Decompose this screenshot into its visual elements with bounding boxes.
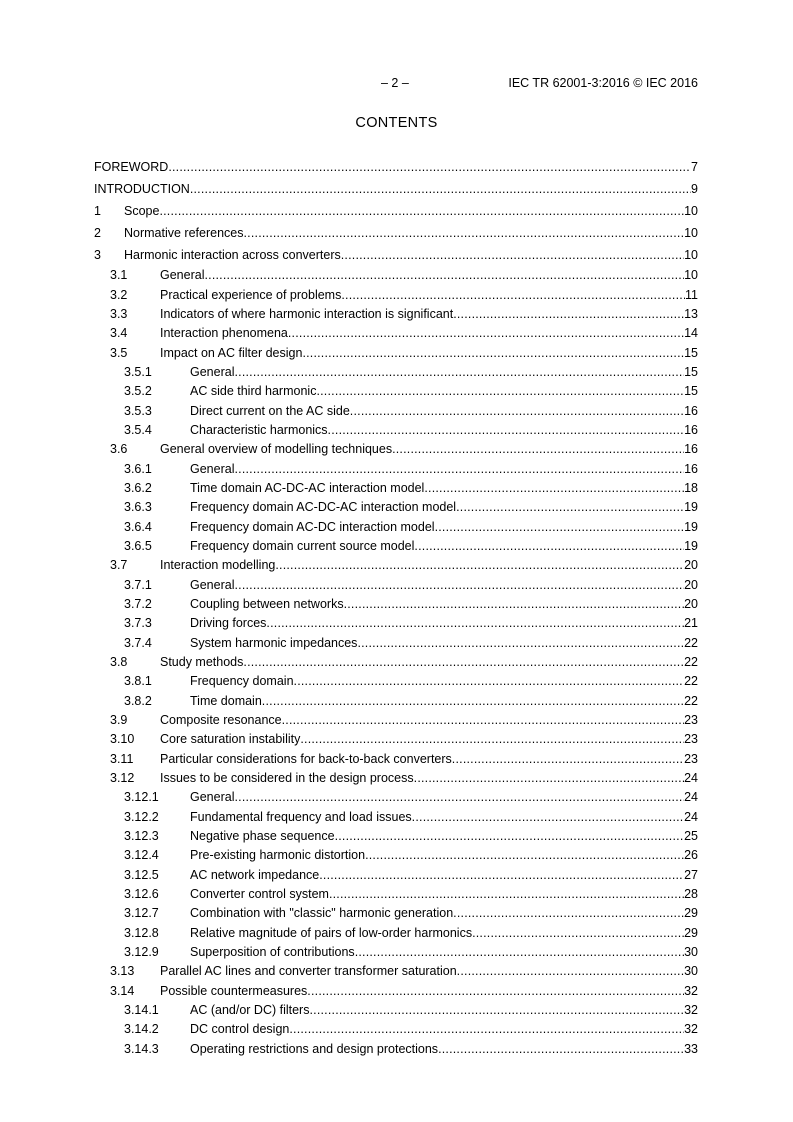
dot-leader xyxy=(412,808,684,827)
toc-entry[interactable] xyxy=(94,305,698,324)
toc-entry-number: 3.5.3 xyxy=(124,403,152,418)
toc-entry-line xyxy=(190,788,698,807)
toc-entry-page: 33 xyxy=(684,1041,698,1056)
toc-entry[interactable] xyxy=(94,223,698,245)
dot-leader xyxy=(335,827,685,846)
toc-entry[interactable] xyxy=(94,402,698,421)
toc-entry-number: 3.9 xyxy=(110,713,128,727)
toc-entry-title: Fundamental frequency and load issues xyxy=(190,809,412,824)
toc-entry-title: Pre-existing harmonic distortion xyxy=(190,848,366,863)
toc-entry-page: 22 xyxy=(684,655,698,670)
dot-leader xyxy=(244,223,685,245)
dot-leader xyxy=(190,179,691,201)
toc-entry[interactable] xyxy=(94,421,698,440)
dot-leader xyxy=(438,1040,684,1059)
toc-entry-page: 16 xyxy=(684,423,698,438)
dot-leader xyxy=(472,924,684,943)
toc-entry-title: General xyxy=(190,461,235,476)
toc-entry-number: 3.12.5 xyxy=(124,867,159,882)
toc-entry-page: 22 xyxy=(684,693,698,708)
toc-entry-title: Combination with "classic" harmonic generation xyxy=(190,906,454,921)
toc-entry-number: 3.5.4 xyxy=(124,423,152,438)
toc-entry-page: 20 xyxy=(684,597,698,612)
toc-entry-line xyxy=(190,595,698,614)
toc-entry-line xyxy=(160,730,698,749)
dot-leader xyxy=(453,904,684,923)
dot-leader xyxy=(328,421,685,440)
toc-entry[interactable] xyxy=(94,924,698,943)
toc-entry[interactable] xyxy=(94,730,698,749)
toc-entry-title: Frequency domain AC-DC-AC interaction model xyxy=(190,500,457,515)
toc-entry[interactable] xyxy=(94,344,698,363)
toc-entry-line xyxy=(160,305,698,324)
dot-leader xyxy=(453,305,684,324)
toc-entry-title: Direct current on the AC side xyxy=(190,403,350,418)
toc-entry-title: Normative references xyxy=(124,225,244,240)
toc-entry-title: Frequency domain current source model xyxy=(190,539,415,554)
toc-entry-page: 11 xyxy=(685,287,698,302)
toc-entry-title: DC control design xyxy=(190,1022,290,1037)
dot-leader xyxy=(355,943,684,962)
toc-entry[interactable] xyxy=(94,1001,698,1020)
dot-leader xyxy=(350,402,684,421)
toc-entry-page: 30 xyxy=(684,944,698,959)
toc-entry-title: Characteristic harmonics xyxy=(190,423,328,438)
toc-entry-number: 3.12.9 xyxy=(124,944,159,959)
toc-entry[interactable] xyxy=(94,460,698,479)
toc-entry-number: 3.6.3 xyxy=(124,500,152,515)
toc-entry[interactable] xyxy=(94,885,698,904)
toc-entry-page: 22 xyxy=(684,674,698,689)
toc-entry-number: 3.10 xyxy=(110,732,135,747)
toc-entry[interactable] xyxy=(94,788,698,807)
toc-entry-number: 3.7.3 xyxy=(124,616,152,631)
dot-leader xyxy=(414,537,684,556)
toc-entry-number: 3.12.4 xyxy=(124,848,159,863)
toc-entry-page: 24 xyxy=(684,770,698,785)
toc-entry-line xyxy=(190,1040,698,1059)
toc-entry[interactable] xyxy=(94,1040,698,1059)
dot-leader xyxy=(234,576,684,595)
toc-entry-line xyxy=(190,363,698,382)
toc-entry-title: Possible countermeasures xyxy=(160,983,308,998)
toc-entry-title: Converter control system xyxy=(190,886,329,901)
toc-entry[interactable] xyxy=(94,808,698,827)
toc-entry[interactable] xyxy=(94,576,698,595)
toc-entry-page: 23 xyxy=(684,713,698,727)
toc-entry-line xyxy=(160,750,698,769)
toc-entry-page: 22 xyxy=(684,635,698,650)
toc-entry-number: 3.6.2 xyxy=(124,481,152,496)
toc-entry-title: Frequency domain xyxy=(190,674,294,689)
toc-entry-number: 3.12.2 xyxy=(124,809,159,824)
toc-entry-number: 3.3 xyxy=(110,307,128,322)
toc-entry[interactable] xyxy=(94,943,698,962)
toc-entry[interactable] xyxy=(94,846,698,865)
toc-entry-number: 3.6 xyxy=(110,442,128,457)
dot-leader xyxy=(234,363,684,382)
toc-entry-title: Coupling between networks xyxy=(190,597,344,612)
toc-entry-number: 3.11 xyxy=(110,751,134,766)
dot-leader xyxy=(457,962,684,981)
toc-entry-page: 25 xyxy=(684,828,698,843)
toc-entry-title: General xyxy=(190,577,235,592)
dot-leader xyxy=(456,498,684,517)
toc-entry-line xyxy=(160,266,698,285)
toc-entry-line xyxy=(160,344,698,363)
toc-entry-number: 3.14.2 xyxy=(124,1022,159,1037)
dot-leader xyxy=(341,286,685,305)
toc-entry-title: Interaction phenomena xyxy=(160,326,288,341)
toc-entry[interactable] xyxy=(94,245,698,267)
toc-entry[interactable] xyxy=(94,1020,698,1039)
toc-entry[interactable] xyxy=(94,595,698,614)
toc-entry[interactable] xyxy=(94,324,698,343)
dot-leader xyxy=(159,201,684,223)
toc-entry-page: 32 xyxy=(684,1002,698,1017)
toc-entry-title: Impact on AC filter design xyxy=(160,345,303,360)
toc-entry-title: Core saturation instability xyxy=(160,732,301,747)
toc-entry[interactable] xyxy=(94,750,698,769)
dot-leader xyxy=(435,518,685,537)
toc-entry-page: 29 xyxy=(684,925,698,940)
toc-entry-line xyxy=(190,634,698,653)
toc-entry-page: 24 xyxy=(684,790,698,805)
dot-leader xyxy=(300,730,684,749)
dot-leader xyxy=(452,750,684,769)
toc-entry-line xyxy=(160,982,698,1001)
toc-entry-number: 3.6.1 xyxy=(124,461,152,476)
toc-entry-page: 10 xyxy=(684,225,698,240)
page-title: CONTENTS xyxy=(355,115,438,131)
dot-leader xyxy=(234,788,684,807)
toc-entry-number: 3.14.3 xyxy=(124,1041,159,1056)
toc-entry[interactable] xyxy=(94,201,698,223)
toc-entry-line xyxy=(160,286,698,305)
dot-leader xyxy=(329,885,684,904)
toc-entry-title: Scope xyxy=(124,203,160,218)
toc-entry-title: Frequency domain AC-DC interaction model xyxy=(190,519,435,534)
toc-entry-title: Practical experience of problems xyxy=(160,287,342,302)
toc-entry-number: 3.7.4 xyxy=(124,635,152,650)
toc-entry-page: 20 xyxy=(684,558,698,573)
toc-entry-line xyxy=(190,924,698,943)
toc-entry-line xyxy=(190,1001,698,1020)
toc-entry-line xyxy=(190,885,698,904)
toc-entry[interactable] xyxy=(94,653,698,672)
toc-entry-page: 30 xyxy=(684,964,698,979)
toc-entry-page: 16 xyxy=(684,403,698,418)
toc-entry-page: 10 xyxy=(684,203,698,218)
toc-entry-line xyxy=(190,866,698,885)
toc-entry-line xyxy=(190,382,698,401)
toc-entry-line xyxy=(190,692,698,711)
toc-entry-title: Time domain AC-DC-AC interaction model xyxy=(190,481,425,496)
standard-identifier: IEC TR 62001-3:2016 © IEC 2016 xyxy=(508,76,698,90)
toc-entry-line xyxy=(160,962,698,981)
toc-entry-line xyxy=(190,537,698,556)
toc-entry[interactable] xyxy=(94,556,698,575)
toc-entry-number: 3.5 xyxy=(110,345,128,360)
toc-entry-title: FOREWORD xyxy=(94,160,169,174)
dot-leader xyxy=(302,344,684,363)
toc-entry-line xyxy=(160,324,698,343)
toc-entry[interactable] xyxy=(94,634,698,653)
dot-leader xyxy=(289,1020,684,1039)
toc-entry-page: 19 xyxy=(684,539,698,554)
toc-entry[interactable] xyxy=(94,286,698,305)
toc-entry[interactable] xyxy=(94,537,698,556)
toc-entry-number: 3.12.1 xyxy=(124,790,159,805)
toc-entry-title: General xyxy=(190,365,235,380)
toc-entry-number: 3.6.5 xyxy=(124,539,152,554)
toc-entry-title: Parallel AC lines and converter transformer saturation xyxy=(160,964,457,979)
toc-entry-line xyxy=(124,245,698,267)
toc-entry-page: 18 xyxy=(684,481,698,496)
toc-entry[interactable] xyxy=(94,904,698,923)
toc-entry-page: 15 xyxy=(684,345,698,360)
toc-entry[interactable] xyxy=(94,382,698,401)
toc-entry-page: 15 xyxy=(684,365,698,380)
toc-entry[interactable] xyxy=(94,672,698,691)
toc-entry-line xyxy=(94,179,698,201)
toc-entry-page: 19 xyxy=(684,519,698,534)
toc-entry-page: 15 xyxy=(684,384,698,399)
toc-entry-line xyxy=(190,479,698,498)
toc-entry-page: 9 xyxy=(691,181,698,196)
toc-entry-number: 3.5.2 xyxy=(124,384,152,399)
toc-entry[interactable] xyxy=(94,363,698,382)
toc-entry-line xyxy=(160,556,698,575)
dot-leader xyxy=(424,479,684,498)
toc-entry-number: 1 xyxy=(94,203,101,218)
toc-entry-title: Issues to be considered in the design process xyxy=(160,770,414,785)
toc-entry-number: 3.12.6 xyxy=(124,886,159,901)
toc-entry-page: 23 xyxy=(684,751,698,766)
toc-entry-line xyxy=(190,1020,698,1039)
toc-entry-page: 10 xyxy=(684,268,698,283)
toc-entry-title: Composite resonance xyxy=(160,713,282,727)
toc-entry-number: 3.4 xyxy=(110,326,128,341)
toc-entry-line xyxy=(190,846,698,865)
toc-entry-number: 3.8.1 xyxy=(124,674,152,689)
toc-entry-page: 7 xyxy=(691,160,698,174)
dot-leader xyxy=(288,324,684,343)
toc-entry-page: 16 xyxy=(684,442,698,457)
toc-entry-line xyxy=(190,943,698,962)
toc-entry-page: 32 xyxy=(684,983,698,998)
dot-leader xyxy=(234,460,684,479)
toc-entry-title: Time domain xyxy=(190,693,262,708)
dot-leader xyxy=(168,157,691,179)
dot-leader xyxy=(307,982,684,1001)
toc-entry-page: 19 xyxy=(684,500,698,515)
toc-entry[interactable] xyxy=(94,440,698,459)
toc-entry-page: 28 xyxy=(684,886,698,901)
dot-leader xyxy=(341,245,684,267)
toc-entry-line xyxy=(94,157,698,179)
toc-entry-page: 21 xyxy=(684,616,698,631)
toc-entry[interactable] xyxy=(94,479,698,498)
toc-entry-number: 3.14 xyxy=(110,983,135,998)
toc-entry-number: 3.7.1 xyxy=(124,577,152,592)
toc-entry-title: AC (and/or DC) filters xyxy=(190,1002,310,1017)
dot-leader xyxy=(266,614,684,633)
toc-entry-line xyxy=(190,402,698,421)
toc-entry-number: 3.12.3 xyxy=(124,828,159,843)
toc-entry[interactable] xyxy=(94,498,698,517)
toc-entry-title: General xyxy=(190,790,235,805)
toc-entry-number: 3.7.2 xyxy=(124,597,152,612)
toc-entry-number: 3 xyxy=(94,247,101,262)
toc-entry-line xyxy=(190,827,698,846)
toc-entry-title: Particular considerations for back-to-back converters xyxy=(160,751,452,766)
toc-entry-title: INTRODUCTION xyxy=(94,181,190,196)
toc-entry-page: 13 xyxy=(684,307,698,322)
toc-entry[interactable] xyxy=(94,179,698,201)
toc-entry[interactable] xyxy=(94,711,698,730)
toc-entry-number: 3.7 xyxy=(110,558,128,573)
toc-entry-line xyxy=(190,576,698,595)
dot-leader xyxy=(357,634,684,653)
toc-entry-line xyxy=(124,223,698,245)
dot-leader xyxy=(204,266,684,285)
toc-entry-title: Relative magnitude of pairs of low-order harmonics xyxy=(190,925,473,940)
toc-entry-line xyxy=(160,653,698,672)
toc-entry[interactable] xyxy=(94,827,698,846)
toc-entry[interactable] xyxy=(94,962,698,981)
dot-leader xyxy=(414,769,684,788)
dot-leader xyxy=(294,672,685,691)
toc-entry[interactable] xyxy=(94,266,698,285)
toc-entry-page: 24 xyxy=(684,809,698,824)
toc-entry[interactable] xyxy=(94,866,698,885)
toc-entry-line xyxy=(190,808,698,827)
toc-entry-title: Harmonic interaction across converters xyxy=(124,247,341,262)
toc-entry-page: 10 xyxy=(684,247,698,262)
toc-entry[interactable] xyxy=(94,692,698,711)
toc-entry-title: System harmonic impedances xyxy=(190,635,358,650)
toc-entry-page: 20 xyxy=(684,577,698,592)
toc-entry-line xyxy=(190,904,698,923)
toc-entry-line xyxy=(190,672,698,691)
table-of-contents xyxy=(94,157,698,1059)
toc-entry-title: General overview of modelling techniques xyxy=(160,442,393,457)
toc-entry-page: 27 xyxy=(684,867,698,882)
dot-leader xyxy=(309,1001,684,1020)
dot-leader xyxy=(243,653,684,672)
toc-entry-number: 3.2 xyxy=(110,287,128,302)
toc-entry-number: 3.6.4 xyxy=(124,519,152,534)
toc-entry-number: 3.8.2 xyxy=(124,693,152,708)
dot-leader xyxy=(344,595,685,614)
dot-leader xyxy=(275,556,684,575)
toc-entry-title: Negative phase sequence xyxy=(190,828,335,843)
toc-entry-title: AC side third harmonic xyxy=(190,384,317,399)
toc-entry-number: 3.13 xyxy=(110,964,135,979)
toc-entry-page: 16 xyxy=(684,461,698,476)
page-header xyxy=(94,76,698,92)
toc-entry[interactable] xyxy=(94,769,698,788)
toc-entry-title: Study methods xyxy=(160,655,244,670)
toc-entry-title: Driving forces xyxy=(190,616,267,631)
toc-entry-page: 14 xyxy=(684,326,698,341)
toc-entry[interactable] xyxy=(94,518,698,537)
toc-entry-number: 2 xyxy=(94,225,101,240)
toc-entry-line xyxy=(160,711,698,730)
toc-entry-title: General xyxy=(160,268,205,283)
dot-leader xyxy=(319,866,684,885)
toc-entry-title: Interaction modelling xyxy=(160,558,276,573)
toc-entry-line xyxy=(190,518,698,537)
toc-entry-number: 3.8 xyxy=(110,655,128,670)
page-number: – 2 – xyxy=(381,76,409,90)
toc-entry[interactable] xyxy=(94,157,698,179)
toc-entry-line xyxy=(124,201,698,223)
toc-entry-title: Superposition of contributions xyxy=(190,944,355,959)
dot-leader xyxy=(392,440,684,459)
dot-leader xyxy=(365,846,684,865)
toc-entry-title: Indicators of where harmonic interaction is significant xyxy=(160,307,454,322)
toc-entry-number: 3.14.1 xyxy=(124,1002,159,1017)
toc-entry[interactable] xyxy=(94,614,698,633)
toc-entry-number: 3.12.8 xyxy=(124,925,159,940)
toc-entry-number: 3.12.7 xyxy=(124,906,159,921)
toc-entry-page: 29 xyxy=(684,906,698,921)
toc-entry-line xyxy=(190,614,698,633)
toc-entry-number: 3.12 xyxy=(110,770,135,785)
toc-entry-number: 3.5.1 xyxy=(124,365,152,380)
toc-entry-page: 23 xyxy=(684,732,698,747)
toc-entry-title: Operating restrictions and design protections xyxy=(190,1041,439,1056)
toc-entry-line xyxy=(160,440,698,459)
toc-entry[interactable] xyxy=(94,982,698,1001)
toc-entry-line xyxy=(190,498,698,517)
toc-entry-line xyxy=(160,769,698,788)
toc-entry-line xyxy=(190,421,698,440)
dot-leader xyxy=(262,692,684,711)
dot-leader xyxy=(282,711,684,730)
toc-entry-number: 3.1 xyxy=(110,268,128,283)
toc-entry-page: 32 xyxy=(684,1022,698,1037)
toc-entry-page: 26 xyxy=(684,848,698,863)
toc-entry-title: AC network impedance xyxy=(190,867,320,882)
dot-leader xyxy=(316,382,684,401)
toc-entry-line xyxy=(190,460,698,479)
